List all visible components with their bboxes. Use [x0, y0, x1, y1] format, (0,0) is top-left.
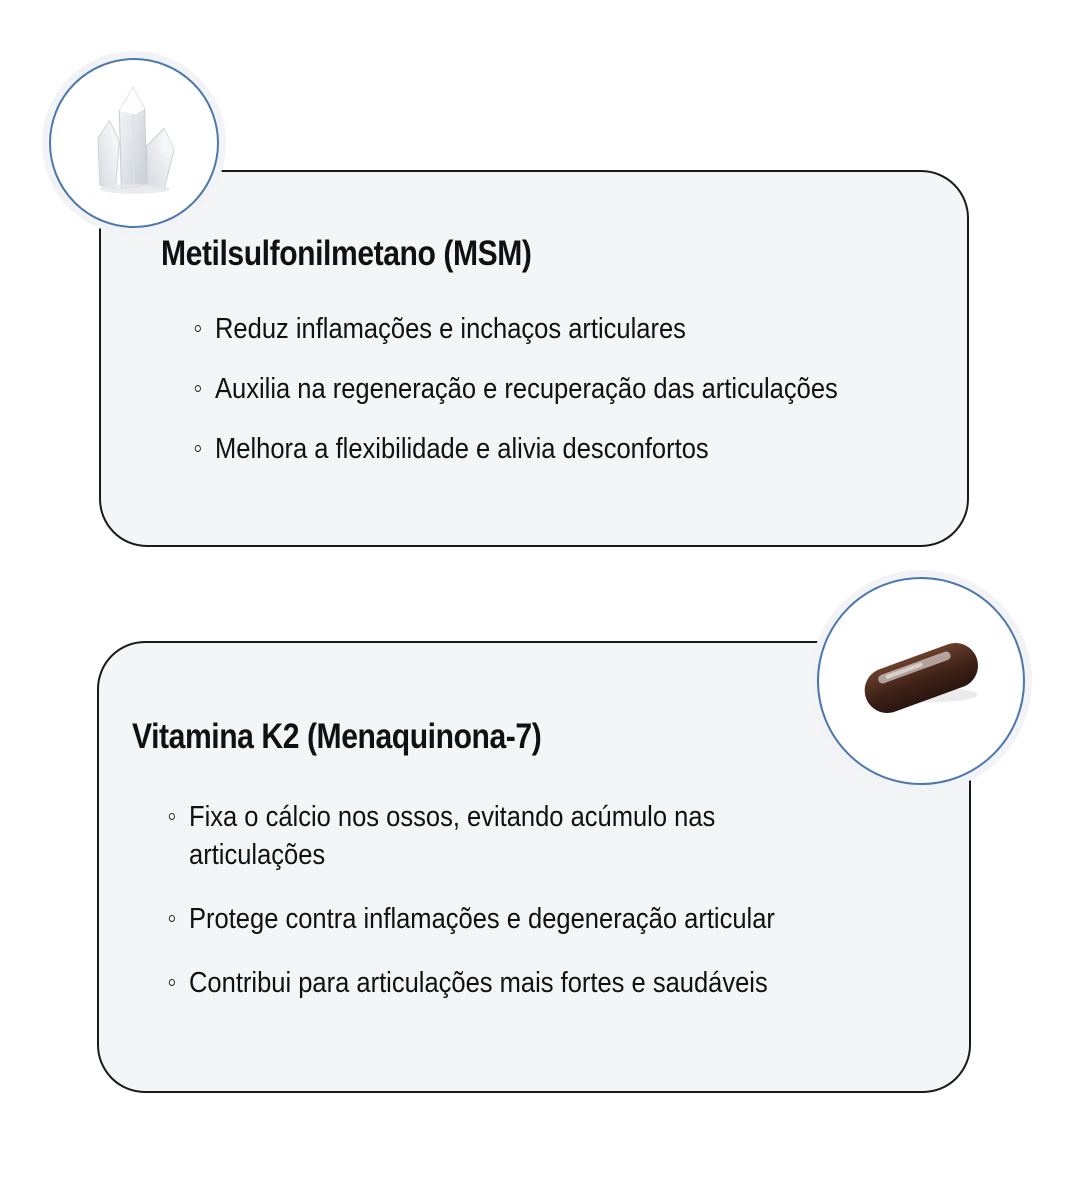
bullet-circle-icon: [195, 385, 201, 392]
list-item-text: Reduz inflamações e inchaços articulares: [215, 313, 686, 345]
bullet-circle-icon: [195, 445, 201, 452]
list-item: [193, 370, 972, 408]
msm-card: [99, 170, 969, 547]
bullet-circle-icon: [195, 325, 201, 332]
vitamin-k2-benefits-list: [167, 798, 937, 1028]
bullet-circle-icon: [169, 979, 175, 986]
list-item-text: Auxilia na regeneração e recuperação das articulações: [215, 373, 838, 405]
list-item-text: Fixa o cálcio nos ossos, evitando acúmulo nas articulações: [189, 801, 716, 871]
list-item: [167, 900, 946, 938]
bullet-circle-icon: [169, 813, 175, 820]
list-item-text: Contribui para articulações mais fortes e saudáveis: [189, 967, 768, 999]
card-title-vitamin-k2: Vitamina K2 (Menaquinona-7): [132, 717, 542, 756]
list-item: [167, 964, 946, 1002]
bullet-circle-icon: [169, 915, 175, 922]
msm-benefits-list: [193, 310, 963, 490]
list-item-text: Melhora a flexibilidade e alivia desconfortos: [215, 433, 709, 465]
list-item-text: Protege contra inflamações e degeneração articular: [189, 903, 775, 935]
list-item: [193, 430, 972, 468]
crystal-icon: [49, 58, 219, 228]
softgel-capsule-icon: [817, 577, 1025, 785]
card-title-msm: Metilsulfonilmetano (MSM): [161, 234, 532, 273]
list-item: [193, 310, 972, 348]
list-item: [167, 798, 840, 874]
